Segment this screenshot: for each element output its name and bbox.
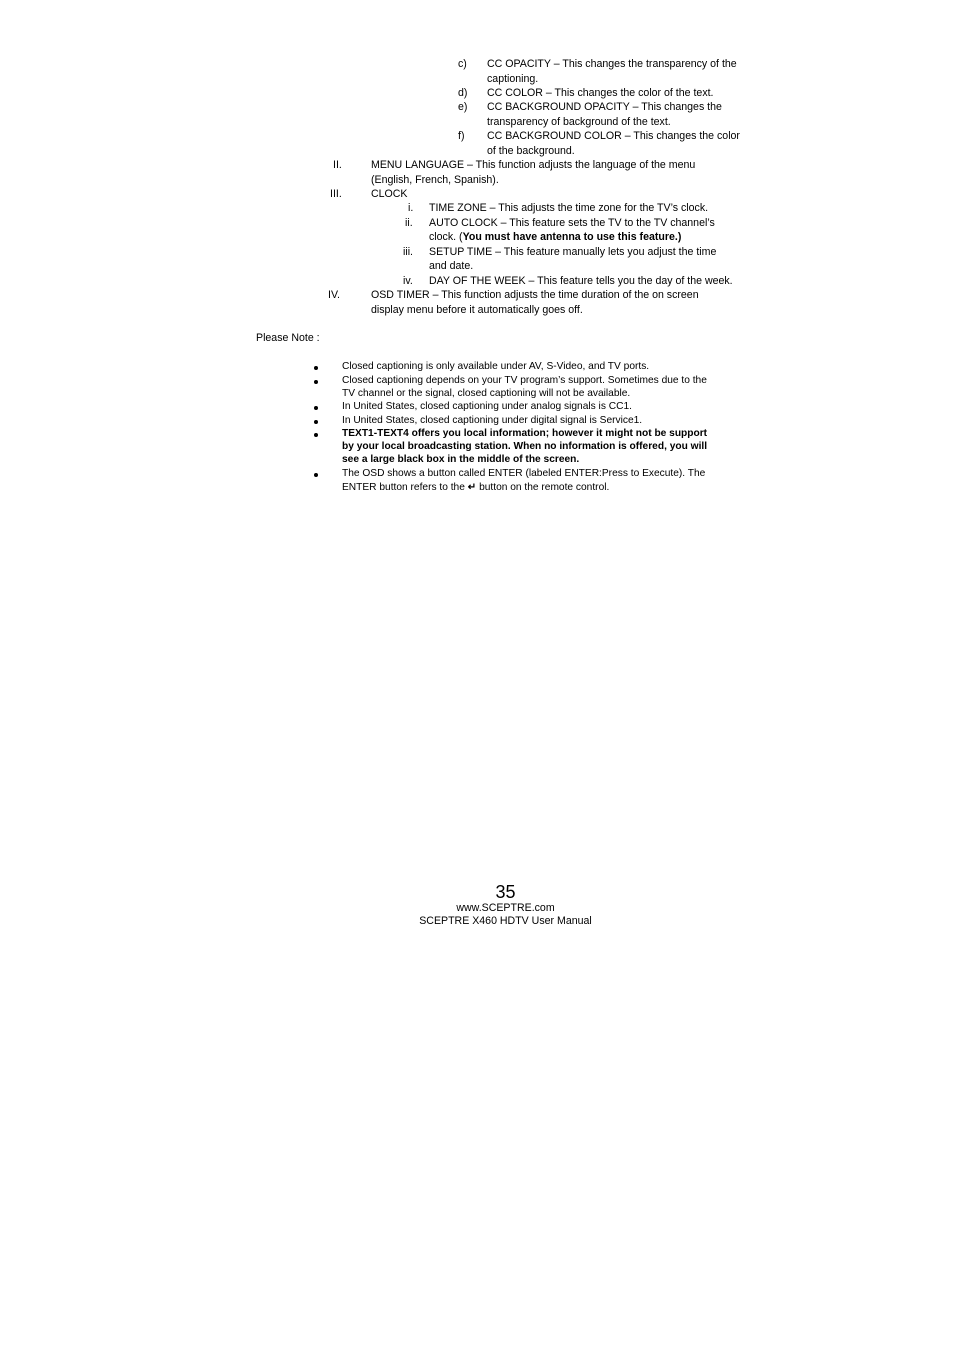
list-marker: d) (458, 87, 468, 99)
list-marker: IV. (328, 289, 340, 301)
list-item-text: by your local broadcasting station. When no information is offered, you will (342, 441, 708, 452)
bullet-icon (314, 420, 318, 424)
list-item-text: In United States, closed captioning under digital signal is Service1. (342, 415, 643, 426)
list-marker: II. (333, 159, 342, 171)
list-item-text: CC BACKGROUND COLOR – This changes the color (487, 130, 740, 142)
text-normal: clock. ( (429, 231, 463, 243)
list-item-text: display menu before it automatically goes off. (371, 304, 583, 316)
list-item-text (342, 481, 609, 494)
list-marker: iv. (403, 275, 413, 287)
list-item-text: MENU LANGUAGE – This function adjusts the language of the menu (371, 159, 696, 171)
list-item-text: AUTO CLOCK – This feature sets the TV to the TV channel’s (429, 217, 715, 229)
list-item-text: TEXT1-TEXT4 offers you local information; however it might not be support (342, 428, 708, 439)
list-item-text: OSD TIMER – This function adjusts the time duration of the on screen (371, 289, 699, 301)
text-bold: You must have antenna to use this feature.) (462, 231, 682, 243)
list-item-text: of the background. (487, 145, 575, 157)
bullet-icon (314, 406, 318, 410)
enter-icon: ↵ (467, 482, 477, 493)
list-item-text: captioning. (487, 73, 539, 85)
list-item-text: CC BACKGROUND OPACITY – This changes the (487, 101, 722, 113)
list-marker: e) (458, 101, 468, 113)
list-item-text: TIME ZONE – This adjusts the time zone for the TV’s clock. (429, 202, 709, 214)
list-marker: iii. (403, 246, 414, 258)
list-marker: i. (408, 202, 414, 214)
list-item-text: Closed captioning is only available under AV, S-Video, and TV ports. (342, 361, 650, 372)
text-normal: button on the remote control. (476, 482, 610, 493)
bullet-icon (314, 473, 318, 477)
list-marker: c) (458, 58, 467, 70)
list-item-text: In United States, closed captioning under analog signals is CC1. (342, 401, 632, 412)
list-item-text: CC COLOR – This changes the color of the text. (487, 87, 714, 99)
text-normal: ENTER button refers to the (342, 482, 468, 493)
list-item-text: The OSD shows a button called ENTER (labeled ENTER:Press to Execute). The (342, 468, 706, 479)
bullet-icon (314, 366, 318, 370)
bullet-icon (314, 380, 318, 384)
footer-website: www.SCEPTRE.com (456, 902, 555, 914)
list-marker: ii. (405, 217, 413, 229)
list-item-text: DAY OF THE WEEK – This feature tells you the day of the week. (429, 275, 733, 287)
list-marker: f) (458, 130, 465, 142)
list-item-text: Closed captioning depends on your TV program’s support. Sometimes due to the (342, 375, 707, 386)
list-item-text: CLOCK (371, 188, 408, 200)
list-item-text: TV channel or the signal, closed captioning will not be available. (342, 388, 631, 399)
list-item-text (429, 230, 681, 245)
page-number: 35 (495, 882, 516, 902)
list-item-text: see a large black box in the middle of the screen. (342, 454, 580, 465)
list-item-text: SETUP TIME – This feature manually lets you adjust the time (429, 246, 717, 258)
list-item-text: transparency of background of the text. (487, 116, 671, 128)
list-marker: III. (330, 188, 342, 200)
please-note-label: Please Note : (256, 332, 320, 344)
list-item-text: CC OPACITY – This changes the transparency of the (487, 58, 737, 70)
list-item-text: (English, French, Spanish). (371, 174, 499, 186)
bullet-icon (314, 433, 318, 437)
list-item-text: and date. (429, 260, 474, 272)
footer-manual-title: SCEPTRE X460 HDTV User Manual (419, 915, 592, 927)
